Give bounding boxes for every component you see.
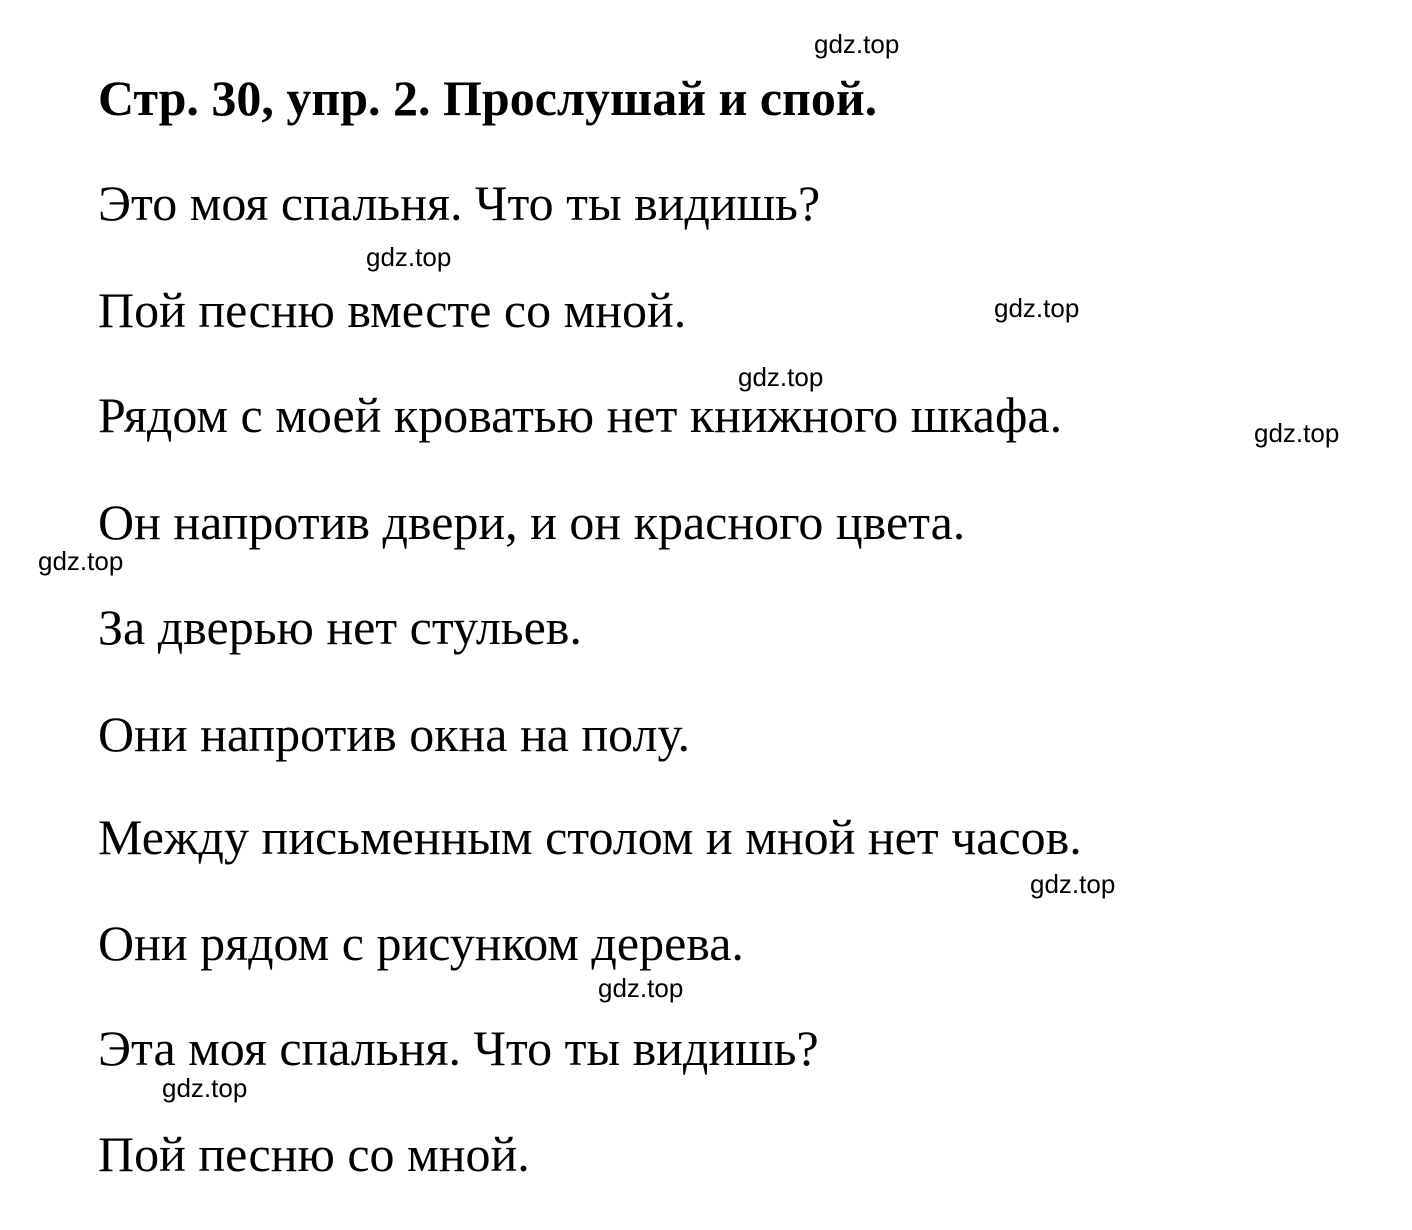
song-line-9: Эта моя спальня. Что ты видишь? (98, 1020, 819, 1076)
watermark: gdz.top (738, 362, 824, 392)
watermark: gdz.top (366, 242, 452, 272)
song-line-1: Это моя спальня. Что ты видишь? (98, 175, 821, 231)
song-line-10: Пой песню со мной. (98, 1126, 530, 1182)
watermark: gdz.top (994, 293, 1080, 323)
watermark: gdz.top (38, 546, 124, 576)
exercise-title: Стр. 30, упр. 2. Прослушай и спой. (98, 70, 878, 126)
song-line-2: Пой песню вместе со мной. (98, 282, 687, 338)
watermark: gdz.top (1030, 869, 1116, 899)
watermark: gdz.top (814, 29, 900, 59)
watermark: gdz.top (162, 1073, 248, 1103)
song-line-6: Они напротив окна на полу. (98, 706, 690, 762)
song-line-3: Рядом с моей кроватью нет книжного шкафа. (98, 387, 1063, 443)
song-line-8: Они рядом с рисунком дерева. (98, 915, 744, 971)
song-line-5: За дверью нет стульев. (98, 599, 582, 655)
song-line-7: Между письменным столом и мной нет часов. (98, 809, 1082, 865)
watermark: gdz.top (1254, 418, 1340, 448)
watermark: gdz.top (598, 973, 684, 1003)
song-line-4: Он напротив двери, и он красного цвета. (98, 494, 966, 550)
